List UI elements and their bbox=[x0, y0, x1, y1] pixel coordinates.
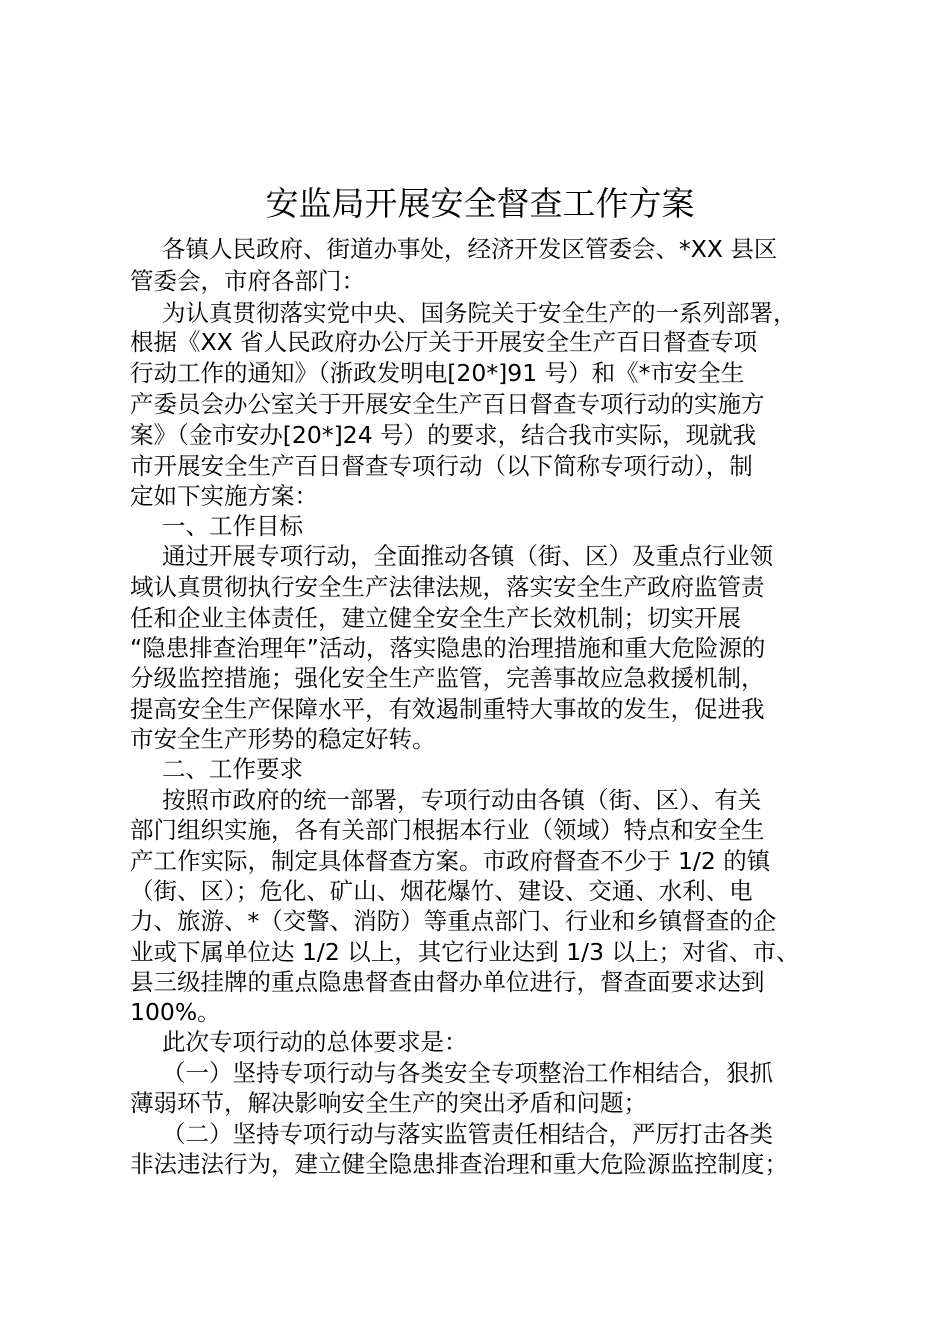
list-item: （一）坚持专项行动与各类安全专项整治工作相结合，狠抓 bbox=[162, 1059, 773, 1087]
text-line: 非法违法行为，建立健全隐患排查治理和重大危险源监控制度； bbox=[130, 1150, 788, 1178]
text-line: 根据《XX 省人民政府办公厅关于开展安全生产百日督查专项 bbox=[130, 328, 758, 356]
text-line: 市开展安全生产百日督查专项行动（以下简称专项行动），制 bbox=[130, 452, 753, 480]
text-line: 行动工作的通知》（浙政发明电[20*]91 号）和《*市安全生 bbox=[130, 359, 745, 387]
text-line: “隐患排查治理年”活动，落实隐患的治理措施和重大危险源的 bbox=[130, 634, 766, 662]
text-line: 此次专项行动的总体要求是： bbox=[162, 1028, 468, 1056]
text-line: 域认真贯彻执行安全生产法律法规，落实安全生产政府监管责 bbox=[130, 573, 765, 601]
text-line: 提高安全生产保障水平，有效遏制重特大事故的发生，促进我 bbox=[130, 695, 765, 723]
text-line: （街、区）；危化、矿山、烟花爆竹、建设、交通、水利、电 bbox=[130, 877, 753, 905]
text-line: 力、旅游、*（交警、消防）等重点部门、行业和乡镇督查的企 bbox=[130, 907, 777, 935]
text-line: 100%。 bbox=[130, 998, 221, 1026]
text-line: 案》（金市安办[20*]24 号）的要求，结合我市实际，现就我 bbox=[130, 421, 757, 449]
text-line: 薄弱环节，解决影响安全生产的突出矛盾和问题； bbox=[130, 1089, 647, 1117]
section-heading: 一、工作目标 bbox=[162, 512, 303, 540]
text-line: 县三级挂牌的重点隐患督查由督办单位进行，督查面要求达到 bbox=[130, 968, 765, 996]
text-line: 按照市政府的统一部署，专项行动由各镇（街、区）、有关 bbox=[162, 786, 762, 814]
text-line: 定如下实施方案： bbox=[130, 482, 318, 510]
text-line: 为认真贯彻落实党中央、国务院关于安全生产的一系列部署， bbox=[162, 299, 797, 327]
text-line: 通过开展专项行动，全面推动各镇（街、区）及重点行业领 bbox=[162, 542, 773, 570]
section-heading: 二、工作要求 bbox=[162, 755, 303, 783]
text-line: 部门组织实施，各有关部门根据本行业（领域）特点和安全生 bbox=[130, 816, 765, 844]
text-line: 任和企业主体责任，建立健全安全生产长效机制；切实开展 bbox=[130, 604, 741, 632]
text-line: 产委员会办公室关于开展安全生产百日督查专项行动的实施方 bbox=[130, 390, 765, 418]
text-line: 分级监控措施；强化安全生产监管，完善事故应急救援机制， bbox=[130, 664, 765, 692]
text-line: 产工作实际，制定具体督查方案。市政府督查不少于 1/2 的镇 bbox=[130, 847, 771, 875]
text-line: 管委会，市府各部门： bbox=[130, 267, 365, 295]
text-line: 业或下属单位达 1/2 以上，其它行业达到 1/3 以上；对省、市、 bbox=[130, 938, 800, 966]
text-line: 市安全生产形势的稳定好转。 bbox=[130, 725, 436, 753]
list-item: （二）坚持专项行动与落实监管责任相结合，严厉打击各类 bbox=[162, 1120, 773, 1148]
document-title: 安监局开展安全督查工作方案 bbox=[265, 184, 695, 223]
text-line: 各镇人民政府、街道办事处，经济开发区管委会、*XX 县区 bbox=[162, 235, 778, 263]
